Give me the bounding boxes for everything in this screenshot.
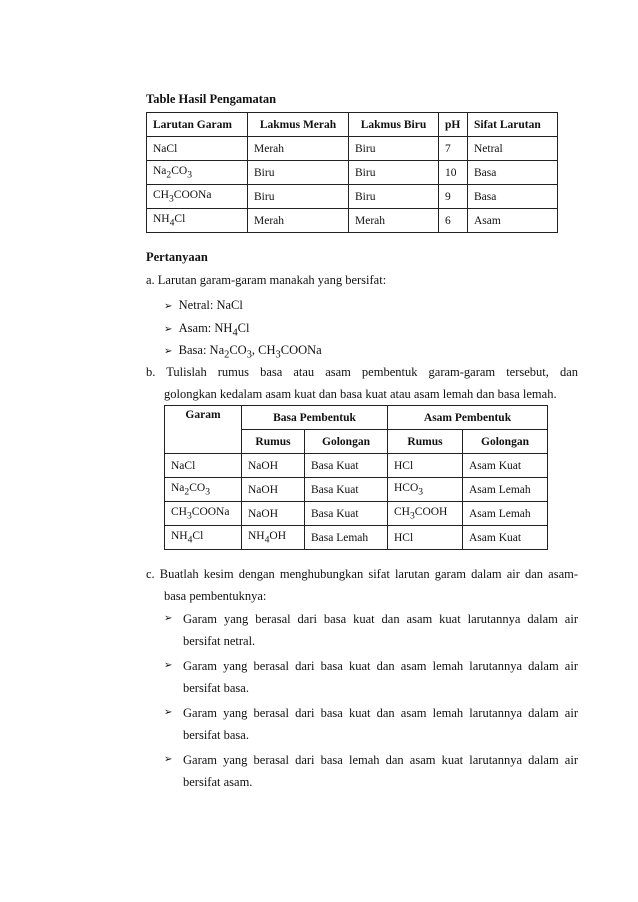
cell-blue-litmus: Biru xyxy=(349,161,439,185)
table-header-row xyxy=(147,113,558,137)
cell-red-litmus: Merah xyxy=(248,209,349,233)
cell-base: NaOH xyxy=(242,478,305,502)
cell-red-litmus: Merah xyxy=(248,137,349,161)
col-header-asam: Asam Pembentuk xyxy=(388,406,548,430)
question-c-line2: basa pembentuknya: xyxy=(164,589,267,603)
cell-base-group: Basa Lemah xyxy=(305,526,388,550)
list-item-continuation: bersifat netral. xyxy=(183,634,256,648)
table-row xyxy=(147,185,558,209)
col-header: Sifat Larutan xyxy=(468,113,558,137)
cell-acid-group: Asam Lemah xyxy=(463,502,548,526)
table-row xyxy=(165,454,548,478)
cell-salt: $NH_4Cl$ xyxy=(147,209,248,233)
cell-blue-litmus: Biru xyxy=(349,137,439,161)
cell-base-group: Basa Kuat xyxy=(305,478,388,502)
col-header-golongan: Golongan xyxy=(305,430,388,454)
cell-base: NaOH xyxy=(242,454,305,478)
col-header: Lakmus Biru xyxy=(349,113,439,137)
col-header-golongan: Golongan xyxy=(463,430,548,454)
question-c-line1: c. Buatlah kesim dengan menghubungkan sifat larutan garam dalam air dan asam- xyxy=(146,567,578,581)
cell-ph: 6 xyxy=(439,209,468,233)
list-item xyxy=(164,320,249,342)
cell-base-group: Basa Kuat xyxy=(305,454,388,478)
table-row xyxy=(165,526,548,550)
list-item-continuation: bersifat basa. xyxy=(183,681,249,695)
cell-ph: 9 xyxy=(439,185,468,209)
arrow-bullet-icon: ➢ xyxy=(164,613,173,624)
list-item xyxy=(164,705,578,721)
list-item xyxy=(164,752,578,768)
col-header: Larutan Garam xyxy=(147,113,248,137)
list-item-continuation: bersifat asam. xyxy=(183,775,253,789)
cell-salt: $CH_3COONa$ xyxy=(165,502,242,526)
cell-salt: $CH_3COONa$ xyxy=(147,185,248,209)
cell-nature: Asam xyxy=(468,209,558,233)
cell-salt: NaCl xyxy=(147,137,248,161)
cell-base: $NH_4OH$ xyxy=(242,526,305,550)
list-item-text: Asam: $NH_4Cl$ xyxy=(178,321,250,339)
cell-acid: HCl xyxy=(388,454,463,478)
list-item xyxy=(164,342,322,364)
table-row xyxy=(147,161,558,185)
list-item-text: Netral: NaCl xyxy=(178,298,243,312)
list-item-text: Garam yang berasal dari basa kuat dan asam kuat larutannya dalam air xyxy=(183,612,578,626)
cell-acid: $CH_3COOH$ xyxy=(388,502,463,526)
arrow-bullet-icon: ➢ xyxy=(164,346,173,357)
table-row xyxy=(165,502,548,526)
arrow-bullet-icon: ➢ xyxy=(164,301,173,312)
arrow-bullet-icon: ➢ xyxy=(164,754,173,765)
cell-acid: HCl xyxy=(388,526,463,550)
col-header-basa: Basa Pembentuk xyxy=(242,406,388,430)
list-item xyxy=(164,297,243,315)
cell-nature: Netral xyxy=(468,137,558,161)
table1-title: Table Hasil Pengamatan xyxy=(146,92,277,106)
cell-ph: 10 xyxy=(439,161,468,185)
list-item-text: Basa: $Na_2CO_3$, $CH_3COONa$ xyxy=(178,343,322,361)
cell-nature: Basa xyxy=(468,185,558,209)
cell-salt: $Na_2CO_3$ xyxy=(147,161,248,185)
cell-acid-group: Asam Kuat xyxy=(463,526,548,550)
col-header: pH xyxy=(439,113,468,137)
list-item-text: Garam yang berasal dari basa lemah dan asam kuat larutannya dalam air xyxy=(183,753,578,767)
cell-acid-group: Asam Lemah xyxy=(463,478,548,502)
cell-ph: 7 xyxy=(439,137,468,161)
cell-blue-litmus: Biru xyxy=(349,185,439,209)
cell-salt: $NH_4Cl$ xyxy=(165,526,242,550)
observation-table xyxy=(146,112,558,233)
cell-salt: $Na_2CO_3$ xyxy=(165,478,242,502)
cell-red-litmus: Biru xyxy=(248,161,349,185)
cell-red-litmus: Biru xyxy=(248,185,349,209)
list-item-continuation: bersifat basa. xyxy=(183,728,249,742)
table-header-row xyxy=(165,406,548,430)
cell-salt: NaCl xyxy=(165,454,242,478)
questions-heading: Pertanyaan xyxy=(146,250,208,264)
list-item-text: Garam yang berasal dari basa kuat dan asam lemah larutannya dalam air xyxy=(183,659,578,673)
question-b-line2: golongkan kedalam asam kuat dan basa kuat atau asam lemah dan basa lemah. xyxy=(164,387,557,401)
table-row xyxy=(147,137,558,161)
list-item xyxy=(164,611,578,627)
table-row xyxy=(147,209,558,233)
col-header-rumus: Rumus xyxy=(242,430,305,454)
cell-base-group: Basa Kuat xyxy=(305,502,388,526)
question-a: a. Larutan garam-garam manakah yang bersifat: xyxy=(146,273,387,287)
cell-acid-group: Asam Kuat xyxy=(463,454,548,478)
arrow-bullet-icon: ➢ xyxy=(164,324,173,335)
col-header-garam: Garam xyxy=(165,406,242,454)
table-row xyxy=(165,478,548,502)
cell-nature: Basa xyxy=(468,161,558,185)
cell-blue-litmus: Merah xyxy=(349,209,439,233)
list-item xyxy=(164,658,578,674)
formation-table xyxy=(164,405,548,550)
col-header-rumus: Rumus xyxy=(388,430,463,454)
arrow-bullet-icon: ➢ xyxy=(164,707,173,718)
col-header: Lakmus Merah xyxy=(248,113,349,137)
cell-base: NaOH xyxy=(242,502,305,526)
arrow-bullet-icon: ➢ xyxy=(164,660,173,671)
list-item-text: Garam yang berasal dari basa kuat dan asam lemah larutannya dalam air xyxy=(183,706,578,720)
cell-acid: $HCO_3$ xyxy=(388,478,463,502)
question-b-line1: b. Tulislah rumus basa atau asam pembentuk garam-garam tersebut, dan xyxy=(146,365,578,379)
